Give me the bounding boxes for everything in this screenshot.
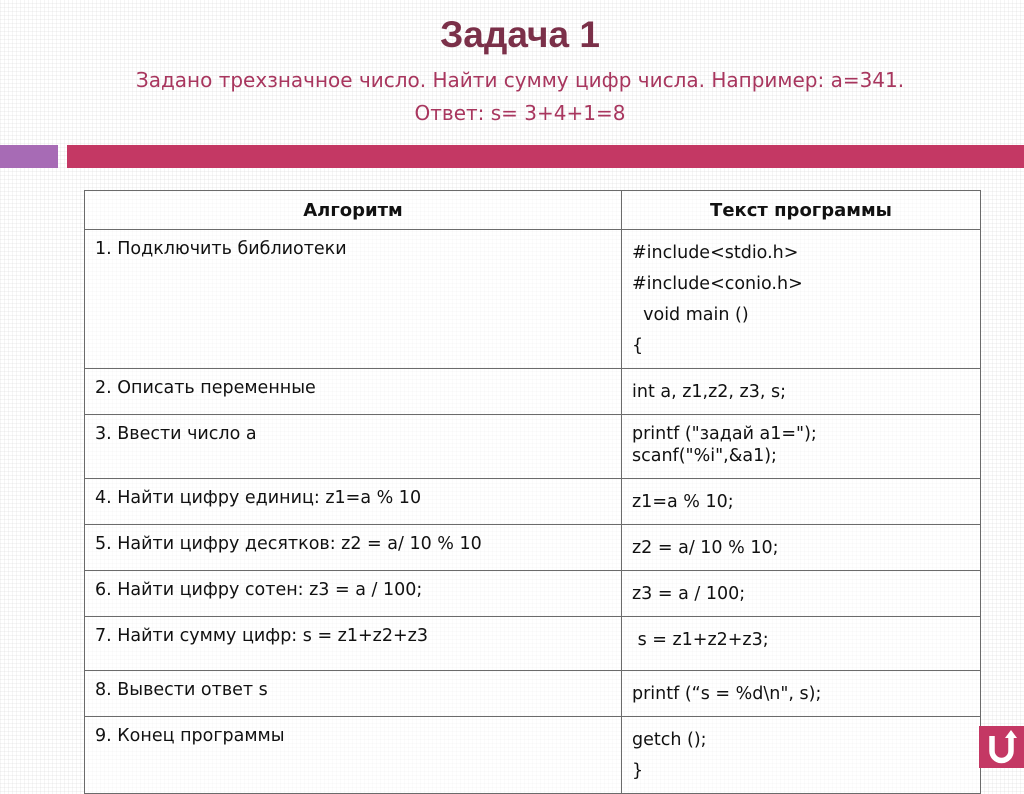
- program-code-cell: [622, 415, 981, 479]
- table-row: [85, 617, 981, 671]
- slide-subtitle: [0, 64, 1024, 130]
- u-turn-logo-icon[interactable]: [979, 726, 1024, 768]
- table-row: [85, 479, 981, 525]
- program-code-cell: [622, 230, 981, 369]
- program-code-cell: [622, 369, 981, 415]
- code-line: scanf("%i",&a1);: [632, 446, 777, 466]
- code-line: void main (): [632, 305, 749, 325]
- code-line: printf ("задай а1=");: [632, 424, 817, 444]
- table-row: [85, 230, 981, 369]
- algorithm-step-cell: 9. Конец программы: [85, 717, 622, 794]
- program-code-cell: [622, 671, 981, 717]
- algorithm-step-cell: 7. Найти сумму цифр: s = z1+z2+z3: [85, 617, 622, 671]
- code-line: #include<conio.h>: [632, 274, 803, 294]
- subtitle-line-2: Ответ: s= 3+4+1=8: [414, 101, 626, 125]
- program-code-cell: [622, 479, 981, 525]
- code-line: s = z1+z2+z3;: [632, 630, 769, 650]
- algorithm-step-cell: 5. Найти цифру десятков: z2 = a/ 10 % 10: [85, 525, 622, 571]
- code-line: printf (“s = %d\n", s);: [632, 684, 822, 704]
- table-row: [85, 671, 981, 717]
- algorithm-step-cell: 8. Вывести ответ s: [85, 671, 622, 717]
- algorithm-step-cell: 1. Подключить библиотеки: [85, 230, 622, 369]
- code-line: z1=a % 10;: [632, 492, 734, 512]
- table-row: [85, 369, 981, 415]
- program-code-cell: [622, 525, 981, 571]
- program-code-cell: [622, 717, 981, 794]
- table-row: [85, 571, 981, 617]
- table-row: [85, 717, 981, 794]
- code-line: #include<stdio.h>: [632, 243, 799, 263]
- algorithm-step-cell: 3. Ввести число a: [85, 415, 622, 479]
- header-program: Текст программы: [622, 191, 981, 230]
- program-code-cell: [622, 617, 981, 671]
- code-line: }: [632, 761, 644, 781]
- decor-bar-right: [67, 145, 1024, 168]
- algorithm-table: [84, 190, 981, 794]
- code-line: {: [632, 336, 644, 356]
- decor-bar-left: [0, 145, 58, 168]
- slide-title: Задача 1: [440, 14, 600, 55]
- table-header-row: [85, 191, 981, 230]
- header-algorithm: Алгоритм: [85, 191, 622, 230]
- algorithm-step-cell: 4. Найти цифру единиц: z1=a % 10: [85, 479, 622, 525]
- program-code-cell: [622, 571, 981, 617]
- code-line: getch ();: [632, 730, 707, 750]
- table-row: [85, 415, 981, 479]
- code-line: z3 = a / 100;: [632, 584, 746, 604]
- code-line: z2 = a/ 10 % 10;: [632, 538, 779, 558]
- code-line: int a, z1,z2, z3, s;: [632, 382, 787, 402]
- table-row: [85, 525, 981, 571]
- subtitle-line-1: Задано трехзначное число. Найти сумму цифр числа. Например: a=341.: [135, 68, 905, 92]
- algorithm-step-cell: 2. Описать переменные: [85, 369, 622, 415]
- algorithm-step-cell: 6. Найти цифру сотен: z3 = a / 100;: [85, 571, 622, 617]
